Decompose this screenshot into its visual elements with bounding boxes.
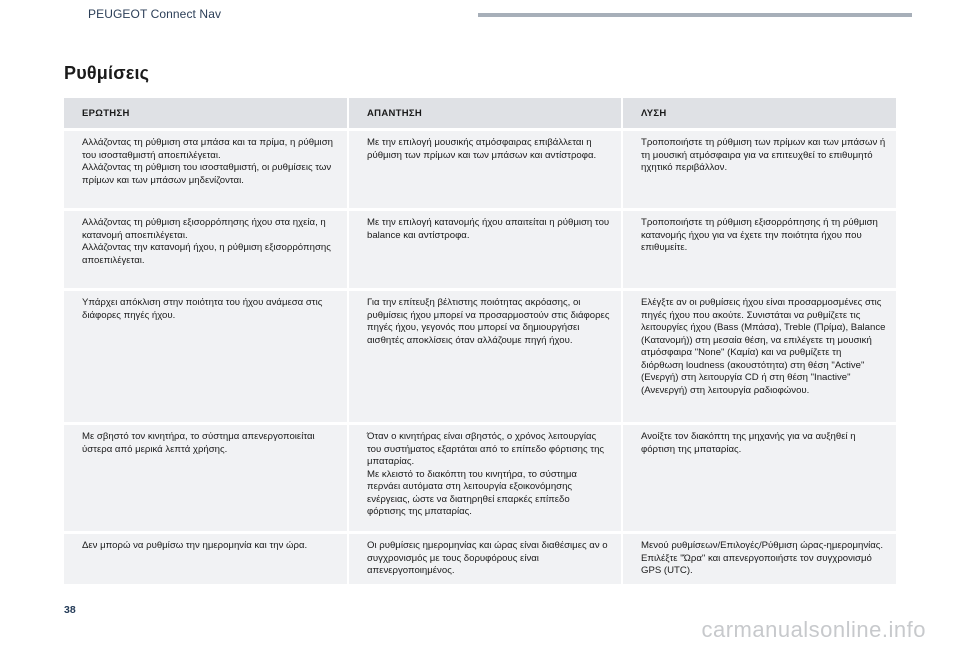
question-text: Με σβηστό τον κινητήρα, το σύστημα απενεργοποιείται ύστερα από μερικά λεπτά χρήσης. — [82, 431, 315, 455]
answer-text: Οι ρυθμίσεις ημερομηνίας και ώρας είναι διαθέσιμες αν ο συγχρονισμός με τους δορυφόρους είναι απενεργοποιημένος. — [367, 540, 608, 576]
answer-text: Όταν ο κινητήρας είναι σβηστός, ο χρόνος λειτουργίας του συστήματος εξαρτάται από το επίπεδο φόρτισης της μπαταρίας. — [367, 431, 605, 467]
question-text: Αλλάζοντας την κατανομή ήχου, η ρύθμιση εξισορρόπησης αποεπιλέγεται. — [82, 242, 331, 266]
solution-cell — [622, 290, 896, 424]
question-cell — [64, 424, 348, 533]
answer-text: Με κλειστό το διακόπτη του κινητήρα, το σύστημα περνάει αυτόματα στη λειτουργία εξοικονόμησης ενέργειας, ώστε να διατηρηθεί επαρκές επίπεδο φόρτισης της μπαταρίας. — [367, 468, 577, 517]
header-question: ΕΡΩΤΗΣΗ — [64, 98, 348, 130]
page-number: 38 — [64, 604, 76, 616]
question-text: Αλλάζοντας τη ρύθμιση του ισοσταθμιστή, οι ρυθμίσεις των πρίμων και των μπάσων μηδενίζονται. — [82, 162, 332, 186]
answer-text: Για την επίτευξη βέλτιστης ποιότητας ακρόασης, οι ρυθμίσεις ήχου μπορεί να προσαρμοστούν στις διάφορες πηγές ήχου, γεγονός που μπορεί να δημιουργήσει αισθητές αποκλίσεις όταν αλλάζουμε πηγή ήχου. — [367, 297, 610, 346]
faq-table — [64, 98, 896, 587]
table-row — [64, 533, 896, 586]
question-text: Αλλάζοντας τη ρύθμιση στα μπάσα και τα πρίμα, η ρύθμιση του ισοσταθμιστή αποεπιλέγεται. — [82, 137, 333, 161]
table-row — [64, 290, 896, 424]
table-row — [64, 130, 896, 210]
solution-text: Μενού ρυθμίσεων/Επιλογές/Ρύθμιση ώρας-ημερομηνίας. Επιλέξτε "Ώρα" και απενεργοποιήστε τον συγχρονισμό GPS (UTC). — [641, 540, 884, 576]
answer-cell — [348, 290, 622, 424]
question-text: Δεν μπορώ να ρυθμίσω την ημερομηνία και την ώρα. — [82, 540, 308, 551]
watermark-text: carmanualsonline.info — [701, 617, 926, 642]
answer-cell — [348, 424, 622, 533]
solution-text: Ανοίξτε τον διακόπτη της μηχανής για να αυξηθεί η φόρτιση της μπαταρίας. — [641, 431, 856, 455]
brand-title: PEUGEOT Connect Nav — [88, 7, 222, 21]
answer-text: Με την επιλογή μουσικής ατμόσφαιρας επιβάλλεται η ρύθμιση των πρίμων και των μπάσων και αντίστροφα. — [367, 137, 597, 161]
answer-text: Με την επιλογή κατανομής ήχου απαιτείται η ρύθμιση του balance και αντίστροφα. — [367, 217, 610, 241]
question-cell — [64, 210, 348, 290]
question-cell — [64, 130, 348, 210]
solution-cell — [622, 130, 896, 210]
table-row — [64, 210, 896, 290]
solution-cell — [622, 533, 896, 586]
page-title: Ρυθμίσεις — [64, 63, 150, 83]
answer-cell — [348, 533, 622, 586]
solution-text: Τροποποιήστε τη ρύθμιση εξισορρόπησης ή τη ρύθμιση κατανομής ήχου για να έχετε την ποιότητα ήχου που επιθυμείτε. — [641, 217, 878, 253]
header-solution: ΛΥΣΗ — [622, 98, 896, 130]
question-text: Υπάρχει απόκλιση στην ποιότητα του ήχου ανάμεσα στις διάφορες πηγές ήχου. — [82, 297, 323, 321]
solution-text: Ελέγξτε αν οι ρυθμίσεις ήχου είναι προσαρμοσμένες στις πηγές ήχου που ακούτε. Συνιστάται να ρυθμίζετε τις λειτουργίες ήχου (Bass (Μπάσα), Treble (Πρίμα), Balance (Κατανομή)) στη μεσαία θέση, να επιλέγετε τη μουσική ατμόσφαιρα "None" (Καμία) και να ρυθμίζετε τη διόρθωση loudness (ακουστότητα) στη θέση "Active" (Ενεργή) στη λειτουργία CD ή στη θέση "Inactive" (Ανενεργή) στη λειτουργία ραδιοφώνου. — [641, 297, 886, 396]
header-rule — [478, 13, 912, 17]
question-cell — [64, 533, 348, 586]
answer-cell — [348, 210, 622, 290]
table-header-row — [64, 98, 896, 130]
answer-cell — [348, 130, 622, 210]
solution-text: Τροποποιήστε τη ρύθμιση των πρίμων και των μπάσων ή τη μουσική ατμόσφαιρα για να επιτευχθεί το επιθυμητό ηχητικό περιβάλλον. — [641, 137, 886, 173]
solution-cell — [622, 424, 896, 533]
table-row — [64, 424, 896, 533]
question-text: Αλλάζοντας τη ρύθμιση εξισορρόπησης ήχου στα ηχεία, η κατανομή αποεπιλέγεται. — [82, 217, 326, 241]
header-answer: ΑΠΑΝΤΗΣΗ — [348, 98, 622, 130]
solution-cell — [622, 210, 896, 290]
question-cell — [64, 290, 348, 424]
